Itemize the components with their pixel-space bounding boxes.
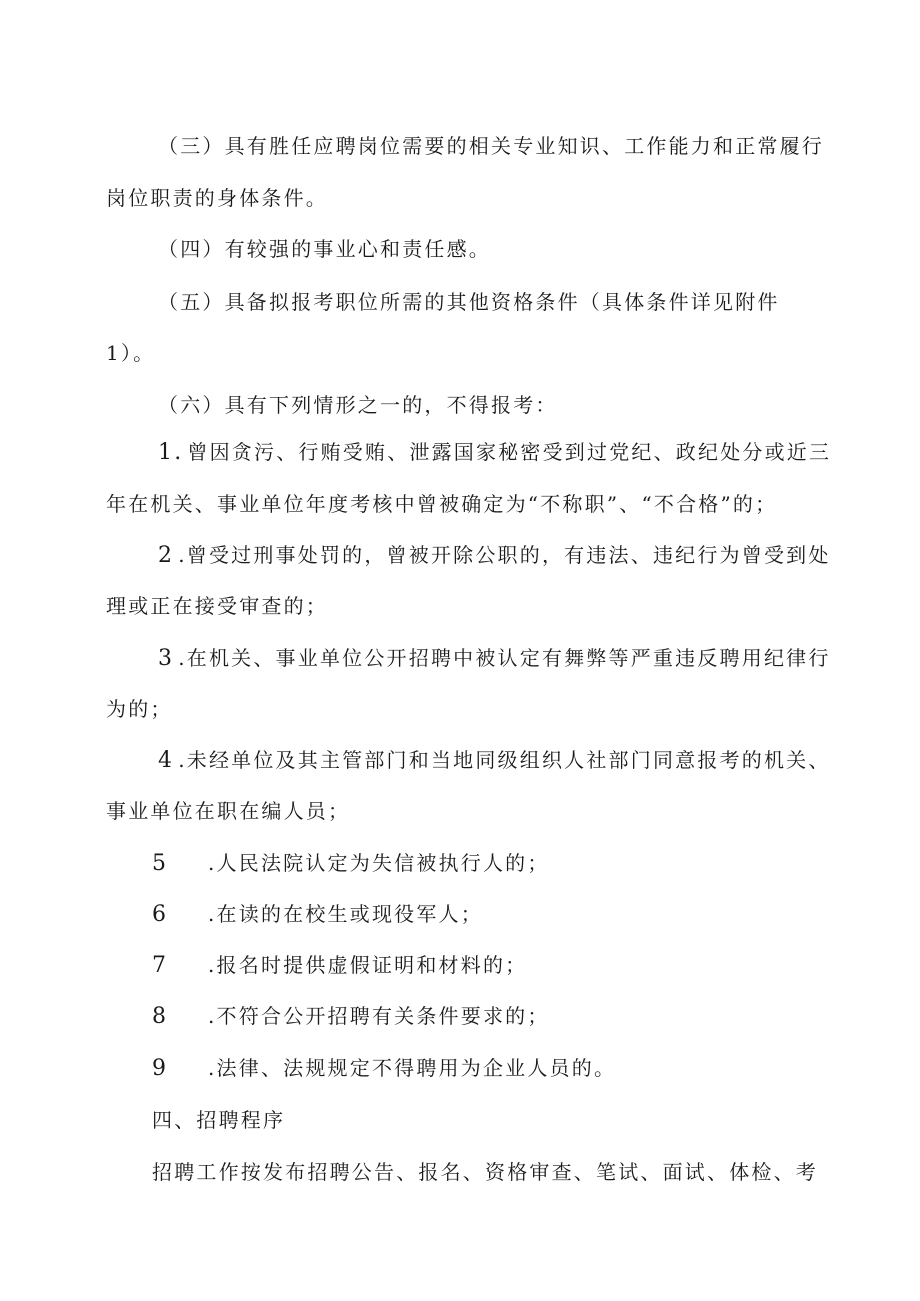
item-1-text: 曾因贪污、行贿受贿、泄露国家秘密受到过党纪、政纪处分或近三 xyxy=(187,440,832,464)
item-3-number: 3 xyxy=(158,646,175,671)
item-8-text: .不符合公开招聘有关条件要求的； xyxy=(208,1004,550,1028)
paragraph-5-line-1: （五）具备拟报考职位所需的其他资格条件（具体条件详见附件 xyxy=(158,290,780,314)
item-3-text: .在机关、事业单位公开招聘中被认定有舞弊等严重违反聘用纪律行 xyxy=(178,646,831,670)
item-1-number: 1. xyxy=(158,440,184,465)
item-1-line-1 xyxy=(158,440,831,465)
item-3-line-1 xyxy=(158,646,831,671)
item-4-line-1 xyxy=(158,748,831,773)
item-4-number: 4 xyxy=(158,748,175,773)
item-6 xyxy=(152,902,483,927)
paragraph-3-line-1: （三）具有胜任应聘岗位需要的相关专业知识、工作能力和正常履行 xyxy=(158,134,824,158)
item-6-text: .在读的在校生或现役军人； xyxy=(208,902,483,926)
item-2-number: 2 xyxy=(158,543,175,568)
paragraph-5-line-2: 1）。 xyxy=(106,341,156,365)
item-5 xyxy=(152,851,550,876)
section-4-line-1: 招聘工作按发布招聘公告、报名、资格审查、笔试、面试、体检、考 xyxy=(152,1160,818,1184)
item-4-line-2: 事业单位在职在编人员； xyxy=(106,799,351,823)
item-2-line-1 xyxy=(158,543,831,568)
item-3-line-2: 为的； xyxy=(106,697,173,721)
section-4-heading: 四、招聘程序 xyxy=(152,1108,286,1132)
item-7-text: .报名时提供虚假证明和材料的； xyxy=(208,953,528,977)
item-9-number: 9 xyxy=(152,1056,169,1081)
item-2-line-2: 理或正在接受审查的； xyxy=(106,594,328,618)
item-2-text: .曾受过刑事处罚的，曾被开除公职的，有违法、违纪行为曾受到处 xyxy=(178,543,831,567)
item-6-number: 6 xyxy=(152,902,169,927)
paragraph-3-line-2: 岗位职责的身体条件。 xyxy=(106,186,328,210)
paragraph-4: （四）有较强的事业心和责任感。 xyxy=(158,237,491,261)
item-9 xyxy=(152,1056,616,1081)
item-7-number: 7 xyxy=(152,953,169,978)
item-4-text: .未经单位及其主管部门和当地同级组织人社部门同意报考的机关、 xyxy=(178,748,831,772)
item-8 xyxy=(152,1004,550,1029)
item-1-line-2: 年在机关、事业单位年度考核中曾被确定为“不称职”、“不合格”的； xyxy=(106,492,778,516)
item-5-number: 5 xyxy=(152,851,169,876)
item-9-text: .法律、法规规定不得聘用为企业人员的。 xyxy=(208,1056,617,1080)
item-8-number: 8 xyxy=(152,1004,169,1029)
item-5-text: .人民法院认定为失信被执行人的； xyxy=(208,851,550,875)
paragraph-6: （六）具有下列情形之一的，不得报考： xyxy=(158,393,558,417)
item-7 xyxy=(152,953,527,978)
